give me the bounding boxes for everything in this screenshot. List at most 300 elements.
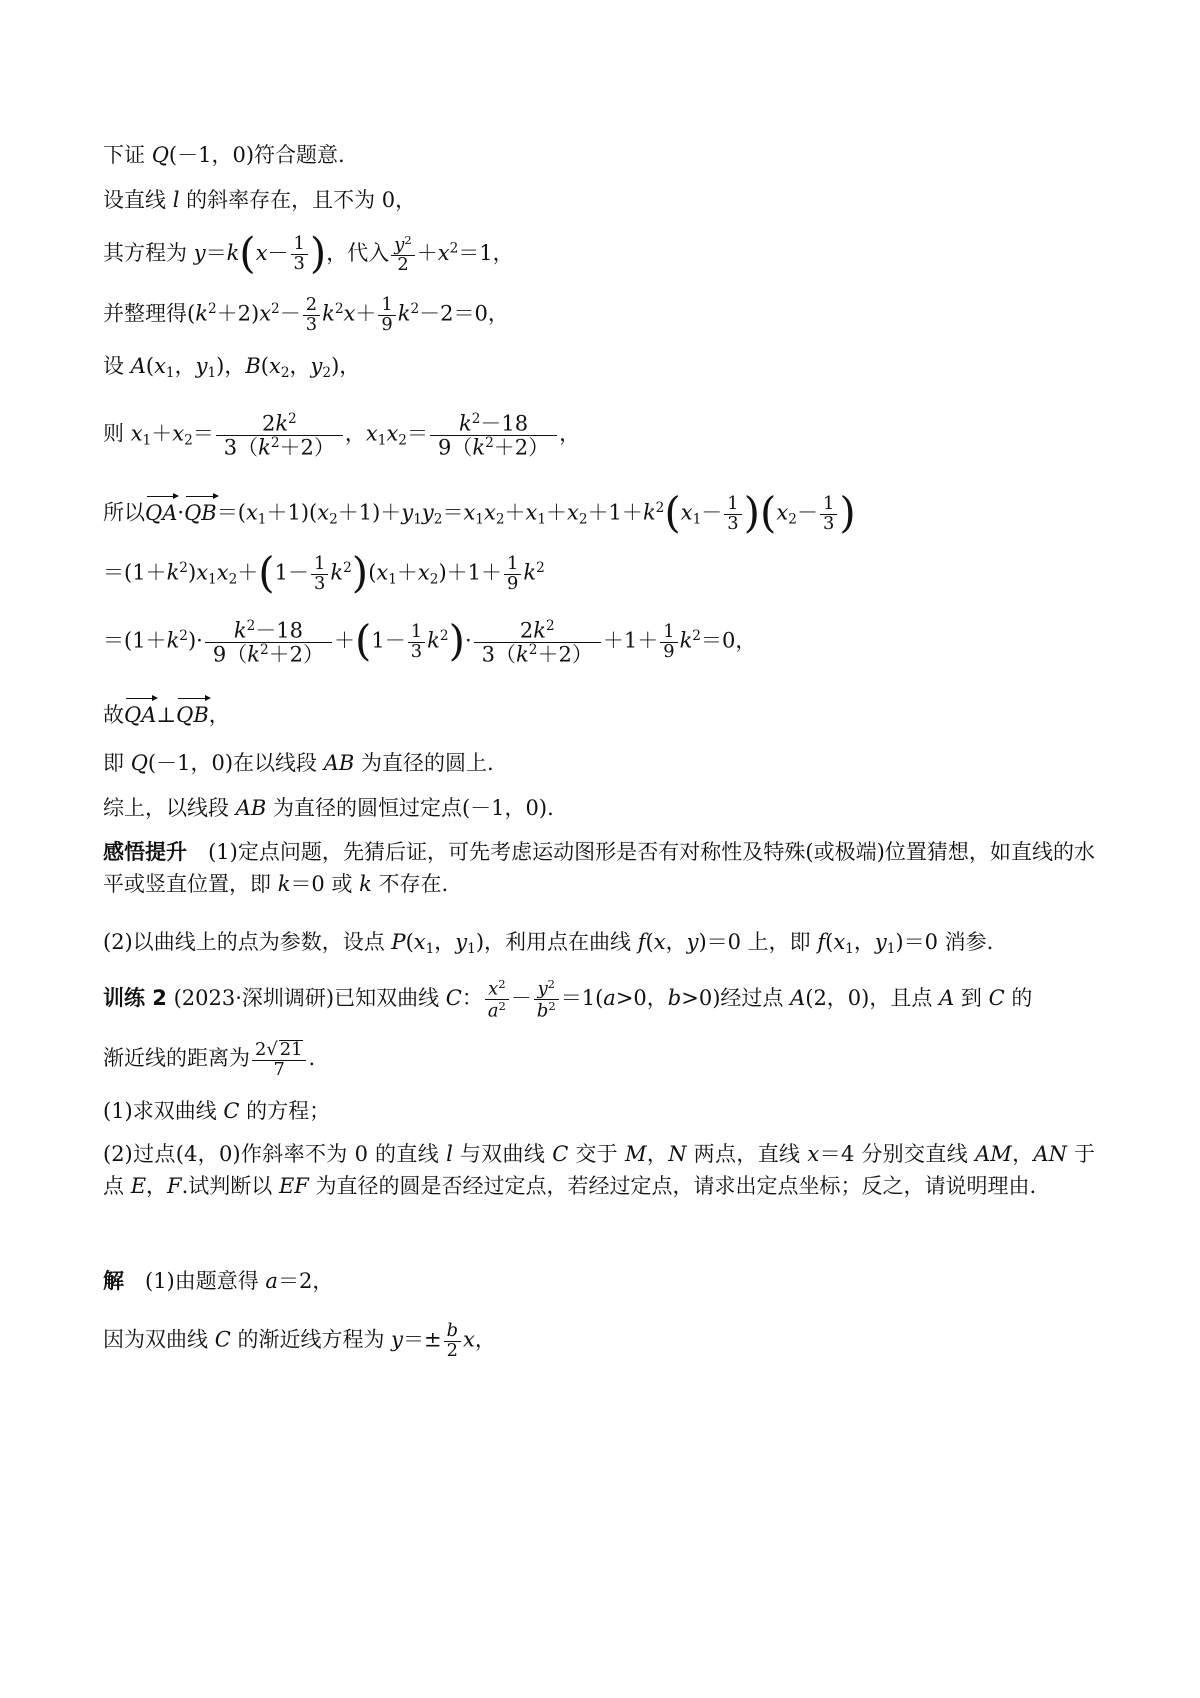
var: C xyxy=(214,1327,231,1352)
var: x xyxy=(833,930,846,954)
fraction xyxy=(534,978,559,1021)
text: ＝1， xyxy=(458,240,514,265)
var: k xyxy=(516,642,529,667)
subscript: 1 xyxy=(845,940,854,957)
text: － xyxy=(267,240,289,265)
var: k xyxy=(523,560,537,585)
text: ＋ xyxy=(237,560,259,585)
text: (2023·深圳调研)已知双曲线 xyxy=(166,986,446,1011)
text: ＋2） xyxy=(493,435,550,460)
text: ＋ xyxy=(396,560,418,585)
var: C xyxy=(552,1142,569,1166)
var: y xyxy=(874,930,887,954)
text-line-line-equation xyxy=(103,228,514,278)
var: k xyxy=(427,628,440,653)
subscript: 1 xyxy=(475,511,484,528)
var: N xyxy=(668,1142,687,1166)
text: ＋2） xyxy=(537,642,593,667)
text: ＋1＋ xyxy=(587,500,643,525)
subscript: 2 xyxy=(398,432,407,449)
text: 其方程为 xyxy=(103,240,194,265)
superscript: 2 xyxy=(179,560,188,576)
text: －2＝0， xyxy=(419,301,509,326)
var: k xyxy=(472,435,486,460)
fraction xyxy=(252,1040,306,1079)
paren: ( xyxy=(258,548,275,598)
superscript: 2 xyxy=(439,628,449,645)
var: C xyxy=(445,986,462,1011)
var: x xyxy=(216,560,229,585)
vector-qa: QA xyxy=(124,703,157,727)
text: )， xyxy=(331,354,361,378)
numerator: 1 xyxy=(378,296,395,316)
paren: ( xyxy=(239,228,256,278)
subscript: 2 xyxy=(495,511,505,528)
text: ， xyxy=(853,930,875,954)
vector-qb: QB xyxy=(176,703,209,727)
text: )， xyxy=(216,354,246,378)
text: )＋1＋ xyxy=(438,560,503,585)
text: 故 xyxy=(103,703,124,727)
numerator: 1 xyxy=(408,623,425,643)
numerator: 1 xyxy=(724,495,741,515)
var: k xyxy=(277,872,291,896)
superscript: 2 xyxy=(528,641,538,658)
superscript: 2 xyxy=(498,999,506,1014)
text: 所以 xyxy=(103,500,145,525)
var: C xyxy=(223,1099,240,1123)
exercise-label: 训练 2 xyxy=(103,986,167,1011)
text: ， xyxy=(146,1174,168,1198)
var: A xyxy=(130,354,146,378)
superscript: 2 xyxy=(692,628,701,645)
subscript: 2 xyxy=(322,364,332,381)
text: ＝0， xyxy=(700,628,757,653)
numerator: 1 xyxy=(311,555,328,575)
text: )· xyxy=(187,628,203,653)
text: ＋ xyxy=(546,500,568,525)
text: 于点 xyxy=(103,1142,1096,1198)
var: x xyxy=(525,500,538,525)
text: 为直径的圆上. xyxy=(354,751,494,775)
text-line-vieta xyxy=(103,412,580,458)
var: k xyxy=(166,628,180,653)
insight-heading: 感悟提升 xyxy=(103,840,188,864)
superscript: 2 xyxy=(207,301,217,317)
text: ， xyxy=(289,354,311,378)
numerator xyxy=(474,619,601,643)
var: a xyxy=(487,1000,499,1022)
subscript: 2 xyxy=(184,432,193,449)
paren: ) xyxy=(448,616,465,666)
text: ＋2) xyxy=(216,301,260,326)
subscript: 1 xyxy=(692,511,702,528)
var: A xyxy=(939,986,955,1011)
text: (－1，0)符合题意. xyxy=(168,143,345,167)
text: 设直线 xyxy=(103,188,173,212)
text: 即 xyxy=(103,751,131,775)
superscript: 2 xyxy=(545,618,555,634)
var: a xyxy=(265,1269,278,1293)
fraction xyxy=(303,293,320,335)
text: 交于 xyxy=(568,1142,626,1166)
var: x xyxy=(343,301,356,326)
numerator xyxy=(205,619,332,643)
denominator xyxy=(534,1000,559,1021)
text: 不存在. xyxy=(371,872,449,896)
var: y xyxy=(195,354,208,378)
var: x xyxy=(255,240,268,265)
subscript: 1 xyxy=(257,511,267,528)
text: ＋ xyxy=(334,628,356,653)
var: x xyxy=(483,500,496,525)
paren: ( xyxy=(760,488,777,538)
var: y xyxy=(394,234,405,256)
var: k xyxy=(359,872,372,896)
subscript: 1 xyxy=(886,940,896,957)
text: ＋1)( xyxy=(266,500,318,525)
denominator: 3 xyxy=(410,640,423,662)
subscript: 2 xyxy=(280,364,290,381)
denominator: 9 xyxy=(381,313,393,335)
var: b xyxy=(536,1000,549,1022)
subscript: 2 xyxy=(788,511,797,528)
text: (2)过点(4，0)作斜率不为 0 的直线 xyxy=(103,1142,447,1166)
var: k xyxy=(275,411,289,436)
var: y xyxy=(310,354,323,378)
denominator: 3 xyxy=(305,313,318,335)
superscript: 2 xyxy=(404,233,412,247)
var: x xyxy=(245,500,258,525)
var: k xyxy=(679,628,693,653)
superscript: 2 xyxy=(288,411,297,427)
var: b xyxy=(667,986,682,1011)
text: ＝ xyxy=(205,240,227,265)
text: ， xyxy=(1011,1142,1034,1166)
text: ＝(1＋ xyxy=(103,628,167,653)
var: b xyxy=(446,1320,459,1341)
text: 渐近线的距离为 xyxy=(103,1046,250,1071)
text: ＋ xyxy=(355,301,377,326)
denominator: 3 xyxy=(822,512,835,534)
text: 9（ xyxy=(212,642,248,667)
vector-qb: QB xyxy=(184,500,217,525)
var: k xyxy=(397,301,411,326)
var: x xyxy=(196,560,209,585)
denominator: 9 xyxy=(507,572,519,594)
var: C xyxy=(988,986,1005,1011)
text: 请说明理由. xyxy=(924,1174,1037,1198)
text: ＝± xyxy=(403,1327,442,1352)
text: ＝0 或 xyxy=(290,872,360,896)
text: ， xyxy=(646,1142,669,1166)
var: a xyxy=(603,986,616,1011)
var: F xyxy=(167,1174,182,1198)
text: (－1，0)在以线段 xyxy=(147,751,324,775)
text: 的斜率存在，且不为 0， xyxy=(179,188,417,212)
fraction xyxy=(660,620,677,662)
superscript: 2 xyxy=(271,301,280,317)
var: Q xyxy=(151,143,169,167)
text-line-asymptote xyxy=(103,1322,496,1360)
denominator: 9 xyxy=(663,640,675,662)
denominator xyxy=(430,436,557,459)
var: x xyxy=(776,500,789,525)
denominator: 2 xyxy=(446,1339,458,1361)
var: x xyxy=(269,354,281,378)
fraction xyxy=(291,235,308,273)
text: 如直线的水平或竖直位置，即 xyxy=(103,840,1095,896)
text-line-slope xyxy=(103,186,416,214)
text: － xyxy=(796,500,818,525)
var: f xyxy=(817,930,826,954)
text: ＝ xyxy=(442,500,464,525)
var: EF xyxy=(278,1174,309,1198)
text: ＝1( xyxy=(560,986,604,1011)
text-line-quadratic xyxy=(103,295,509,334)
text: (1)求双曲线 xyxy=(103,1099,224,1123)
subscript: 1 xyxy=(208,571,217,588)
superscript: 2 xyxy=(547,977,556,991)
text: · xyxy=(464,628,472,653)
var: x xyxy=(417,560,430,585)
var: x xyxy=(365,421,378,446)
text: ) xyxy=(187,560,197,585)
superscript: 2 xyxy=(449,240,459,257)
text: 9（ xyxy=(437,435,473,460)
text-line-proof-start xyxy=(103,141,345,169)
denominator xyxy=(485,1000,509,1021)
text-line-dot-product xyxy=(103,488,856,538)
text: . xyxy=(308,1046,316,1071)
var: AN xyxy=(1033,1142,1067,1166)
insight-paragraph xyxy=(103,836,1095,900)
text: ＝4 分别交直线 xyxy=(819,1142,976,1166)
var: k xyxy=(642,500,656,525)
var: x xyxy=(463,500,476,525)
text: 并整理得( xyxy=(103,301,196,326)
var: y xyxy=(455,930,468,954)
text: － xyxy=(701,500,723,525)
var: E xyxy=(130,1174,147,1198)
text: 则 xyxy=(103,421,131,446)
var: x xyxy=(653,930,666,954)
text: － xyxy=(510,986,532,1011)
subscript: 2 xyxy=(329,511,338,528)
denominator: 7 xyxy=(273,1058,285,1080)
paren: ) xyxy=(309,228,327,278)
var: x xyxy=(172,421,185,446)
text: ＋ xyxy=(416,240,438,265)
var: y xyxy=(193,240,206,265)
text: 两点，直线 xyxy=(686,1142,808,1166)
denominator xyxy=(474,643,601,666)
var: k xyxy=(322,301,335,326)
superscript: 2 xyxy=(536,560,545,576)
text: ， xyxy=(559,421,581,446)
numerator: 2 xyxy=(303,296,320,316)
var: x xyxy=(437,240,450,265)
subscript: 1 xyxy=(467,940,476,957)
text: ，代入 xyxy=(326,240,390,265)
text: ⊥ xyxy=(156,703,177,727)
subscript: 1 xyxy=(207,364,217,381)
var: x xyxy=(376,560,389,585)
numerator xyxy=(485,978,509,1000)
superscript: 2 xyxy=(485,434,494,451)
text: 的渐近线方程为 xyxy=(230,1327,392,1352)
subscript: 2 xyxy=(578,511,588,528)
text: ＝ xyxy=(192,421,214,446)
paren: ( xyxy=(664,488,681,538)
denominator xyxy=(216,436,343,459)
text-line-distance xyxy=(103,1040,315,1079)
var: y xyxy=(686,930,699,954)
subscript: 2 xyxy=(429,571,439,588)
text: (1)由题意得 xyxy=(124,1269,266,1293)
subscript: 1 xyxy=(425,940,435,957)
subscript: 1 xyxy=(413,511,422,528)
text: ， xyxy=(665,930,687,954)
var: k xyxy=(330,560,344,585)
denominator: 3 xyxy=(293,252,305,274)
vector-qa: QA xyxy=(145,500,178,525)
text: (2)以曲线上的点为参数，设点 xyxy=(103,930,392,954)
text: 2 xyxy=(255,1039,267,1060)
text: ( xyxy=(260,354,269,378)
text: ( xyxy=(145,354,155,378)
text: 因为双曲线 xyxy=(103,1327,215,1352)
var: l xyxy=(172,188,180,212)
text: ＋2） xyxy=(279,435,335,460)
paren: ) xyxy=(351,548,369,598)
fraction xyxy=(311,552,328,594)
text: 为直径的圆恒过定点(－1，0). xyxy=(266,796,554,820)
text: 与双曲线 xyxy=(452,1142,553,1166)
fraction xyxy=(474,619,601,665)
var: x xyxy=(259,301,272,326)
text: ＋ xyxy=(151,421,173,446)
text: ＝(1＋ xyxy=(103,560,167,585)
superscript: 2 xyxy=(548,999,556,1014)
text: )，利用点在曲线 xyxy=(475,930,638,954)
fraction xyxy=(216,412,343,458)
text: －18 xyxy=(480,411,529,436)
subscript: 2 xyxy=(433,511,443,528)
paren: ) xyxy=(839,488,856,538)
var: k xyxy=(258,435,271,460)
fraction xyxy=(391,234,414,275)
text: ＝2， xyxy=(277,1269,334,1293)
fraction xyxy=(504,552,521,594)
var: k xyxy=(226,240,240,265)
text: ＋ xyxy=(504,500,526,525)
var: x xyxy=(130,421,143,446)
fraction xyxy=(485,978,509,1021)
numerator xyxy=(444,1322,461,1342)
text-line-on-circle xyxy=(103,749,494,777)
subscript: 2 xyxy=(228,571,238,588)
fraction xyxy=(444,1322,461,1360)
fraction xyxy=(820,492,837,534)
var: y xyxy=(537,978,548,1000)
text: ＝ xyxy=(406,421,428,446)
text: )＝0 上，即 xyxy=(698,930,818,954)
text: (1)定点问题，先猜后证，可先考虑运动图形是否有对称性及特殊(或极端)位置猜想， xyxy=(187,840,990,864)
text: 3（ xyxy=(223,435,259,460)
text: 下证 xyxy=(103,143,152,167)
var: k xyxy=(233,618,247,643)
superscript: 2 xyxy=(246,618,256,634)
text-line-expand xyxy=(103,548,545,598)
text-line-substitute xyxy=(103,616,757,667)
var: x xyxy=(680,500,693,525)
subscript: 1 xyxy=(377,432,387,449)
fraction xyxy=(378,293,395,335)
superscript: 2 xyxy=(655,500,665,516)
var: Q xyxy=(130,751,148,775)
var: P xyxy=(391,930,406,954)
text-line-conclusion xyxy=(103,794,554,822)
text: ＋1)＋ xyxy=(337,500,402,525)
numerator: 1 xyxy=(820,495,837,515)
solution-label: 解 xyxy=(103,1269,124,1293)
var: y xyxy=(401,500,414,525)
superscript: 2 xyxy=(334,301,344,317)
fraction xyxy=(430,412,557,458)
var: x xyxy=(154,354,166,378)
text: 设 xyxy=(103,354,131,378)
var: k xyxy=(195,301,208,326)
var: x xyxy=(317,500,330,525)
var: A xyxy=(790,986,806,1011)
text: >0)经过点 xyxy=(681,986,791,1011)
text: － xyxy=(279,301,301,326)
var: x xyxy=(463,1327,475,1352)
paren: ) xyxy=(743,488,761,538)
text: 综上，以线段 xyxy=(103,796,236,820)
text: ( xyxy=(405,930,414,954)
text: ： xyxy=(461,986,483,1011)
var: x xyxy=(807,1142,820,1166)
text-line-question-1 xyxy=(103,1097,330,1125)
text: 2 xyxy=(519,618,534,643)
text: 的方程； xyxy=(239,1099,331,1123)
numerator xyxy=(391,234,414,256)
numerator: 1 xyxy=(660,623,677,643)
text: 的 xyxy=(1004,986,1033,1011)
text: 到 xyxy=(954,986,989,1011)
var: AB xyxy=(235,796,267,820)
numerator xyxy=(216,412,343,436)
var: k xyxy=(166,560,180,585)
text: >0， xyxy=(615,986,668,1011)
superscript: 2 xyxy=(410,301,420,317)
denominator: 2 xyxy=(397,254,409,276)
superscript: 2 xyxy=(259,641,269,658)
superscript: 2 xyxy=(179,628,188,645)
var: x xyxy=(567,500,579,525)
text: 3（ xyxy=(481,642,517,667)
var: M xyxy=(625,1142,647,1166)
var: x xyxy=(488,978,499,1000)
var: AB xyxy=(323,751,355,775)
var: AM xyxy=(975,1142,1012,1166)
var: f xyxy=(637,930,646,954)
text: 1－ xyxy=(274,560,310,585)
question-2-paragraph xyxy=(103,1138,1095,1202)
superscript: 2 xyxy=(498,977,506,991)
